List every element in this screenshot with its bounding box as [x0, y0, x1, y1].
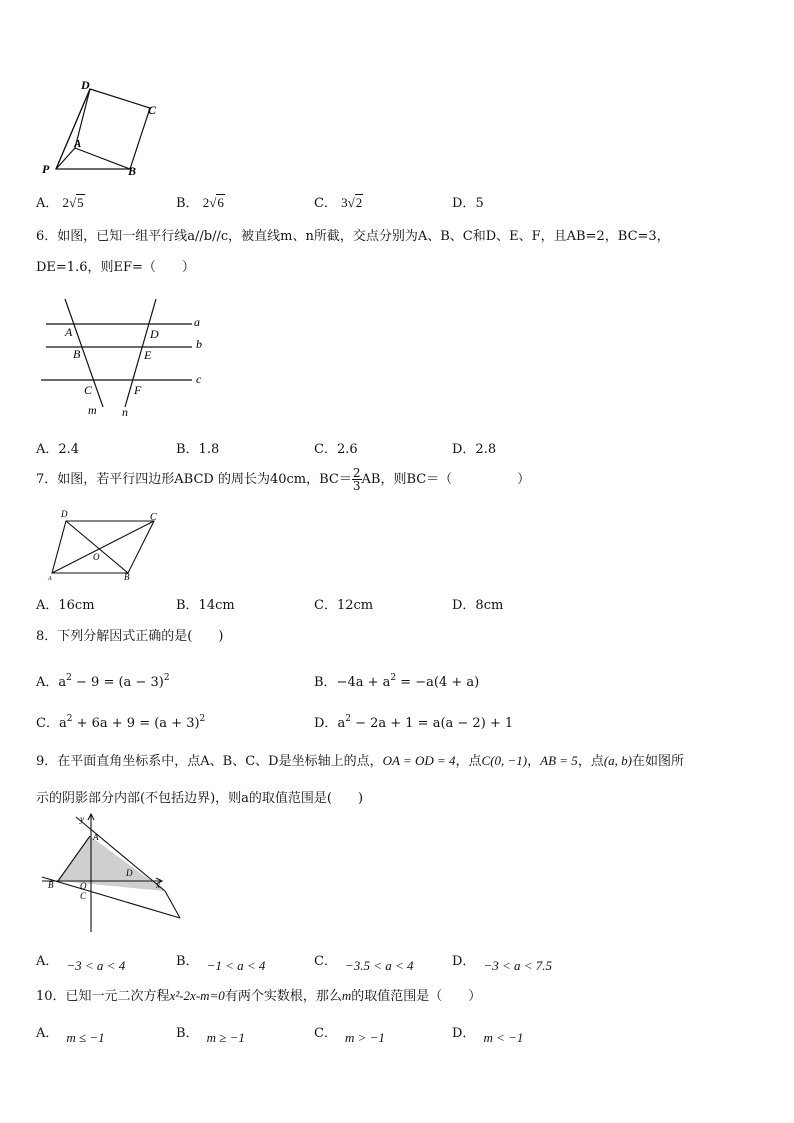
q7-option-c[interactable]: C．12cm — [314, 598, 374, 613]
q8-stem: 8．下列分解因式正确的是( ) — [36, 629, 224, 644]
q6-label-n: n — [122, 405, 128, 419]
q8-option-b[interactable] — [314, 671, 479, 690]
q9-stem-line2: 示的阴影部分内部(不包括边界)，则a的取值范围是( ) — [36, 791, 364, 806]
option-letter: B． — [314, 675, 337, 690]
q6-label-a-line: a — [194, 315, 200, 329]
q7-label-o: O — [93, 552, 100, 562]
option-radicand: 2 — [355, 195, 363, 210]
q5-option-b[interactable]: B． 2√6 — [176, 195, 224, 211]
q9-stem-line1 — [36, 753, 684, 770]
q10-option-a[interactable] — [36, 1022, 105, 1045]
option-letter: A． — [36, 675, 59, 690]
q7-option-b[interactable]: B．14cm — [176, 598, 235, 613]
option-letter: C． — [314, 1026, 337, 1041]
q8-option-d[interactable] — [314, 712, 513, 731]
q7-frac-den: 3 — [352, 479, 361, 493]
q6-option-d[interactable]: D．2.8 — [452, 442, 497, 457]
q9-figure — [36, 812, 186, 936]
option-letter: C． — [314, 954, 337, 969]
q9-math-ab: AB = 5 — [540, 753, 578, 768]
option-letter: C． — [36, 716, 59, 731]
option-expression: $-4a + a^2 = -a(4 + a)$ — [336, 673, 480, 690]
q6-figure — [36, 296, 226, 421]
q10-option-c[interactable] — [314, 1022, 385, 1045]
q9-math-point-c: C(0, −1) — [481, 753, 528, 768]
q7-fraction — [352, 467, 362, 492]
q6-label-a: A — [65, 325, 73, 339]
q9-text: ，点 — [455, 754, 482, 769]
q9-label-o: O — [80, 881, 87, 891]
q7-label-c: C — [150, 512, 157, 523]
q5-label-p: P — [42, 162, 50, 176]
q7-label-b: B — [124, 572, 130, 582]
q5-option-c[interactable]: C． 3√2 — [314, 195, 363, 211]
option-letter: B． — [176, 1026, 199, 1041]
option-expression: m ≥ −1 — [206, 1030, 245, 1045]
q7-option-d[interactable]: D．8cm — [452, 598, 504, 613]
option-radicand: 5 — [77, 195, 84, 210]
option-letter: D． — [452, 196, 476, 211]
q6-stem-line2: DE=1.6，则EF=（ ） — [36, 260, 195, 275]
q10-text: 的取值范围是（ ） — [351, 989, 482, 1004]
option-expression: −3 < a < 7.5 — [483, 958, 553, 973]
q7-stem-suffix: AB，则BC＝（ ） — [361, 472, 531, 487]
option-letter: D． — [452, 954, 476, 969]
q5-label-a: A — [74, 138, 82, 150]
q9-label-a: A — [93, 832, 99, 842]
q6-label-b: B — [73, 347, 81, 361]
q6-label-e: E — [144, 348, 152, 362]
q6-stem-line1: 6．如图，已知一组平行线a//b//c，被直线m、n所截，交点分别为A、B、C和D、E、F，且AB=2，BC=3， — [36, 229, 670, 244]
option-letter: B． — [176, 954, 199, 969]
q5-option-a[interactable]: A． 2√5 — [36, 195, 84, 211]
q9-text: 在如图所 — [632, 754, 685, 769]
q7-figure — [44, 506, 174, 582]
option-letter: A． — [36, 1026, 59, 1041]
q9-label-b: B — [48, 880, 54, 890]
q7-label-d: D — [61, 509, 68, 519]
q6-label-c: C — [84, 383, 93, 397]
option-expression: $a^2 + 6a + 9 = (a + 3)^2$ — [58, 714, 206, 731]
option-expression: −3.5 < a < 4 — [344, 958, 414, 973]
option-letter: D． — [452, 1026, 476, 1041]
option-expression: −1 < a < 4 — [206, 958, 266, 973]
option-expression: $a^2 - 9 = (a - 3)^2$ — [58, 673, 170, 690]
option-value: 5 — [475, 196, 484, 211]
option-letter: C． — [314, 196, 337, 211]
q10-text: 10．已知一元二次方程 — [36, 989, 170, 1004]
q9-math-oa-od: OA = OD = 4 — [382, 753, 456, 768]
q5-option-d[interactable] — [452, 192, 484, 211]
q9-option-a[interactable] — [36, 950, 126, 973]
option-radicand: 6 — [217, 195, 224, 210]
q9-option-c[interactable] — [314, 950, 414, 973]
q9-text: ，点 — [577, 754, 604, 769]
option-coef: 2 — [202, 195, 210, 210]
q10-option-b[interactable] — [176, 1022, 245, 1045]
q9-label-c: C — [80, 891, 87, 901]
q6-label-d: D — [150, 327, 159, 341]
option-coef: 2 — [62, 195, 70, 210]
option-expression: m > −1 — [344, 1030, 385, 1045]
q9-text: ， — [527, 754, 541, 769]
option-letter: D． — [314, 716, 338, 731]
q10-text: 有两个实数根，那么 — [224, 989, 342, 1004]
q5-label-b: B — [128, 164, 137, 178]
q5-label-d: D — [81, 78, 90, 92]
q6-label-c-line: c — [196, 372, 202, 386]
q7-stem — [36, 466, 530, 494]
option-letter: A． — [36, 196, 59, 211]
option-expression: m ≤ −1 — [66, 1030, 105, 1045]
q7-stem-prefix: 7．如图，若平行四边形ABCD 的周长为40cm，BC＝ — [36, 472, 352, 487]
q6-label-b-line: b — [196, 337, 202, 351]
q7-label-a: A — [48, 576, 52, 582]
q6-label-f: F — [134, 383, 142, 397]
option-letter: A． — [36, 954, 59, 969]
q5-figure — [36, 74, 166, 184]
q9-label-y: y — [80, 814, 84, 824]
q9-option-d[interactable] — [452, 950, 553, 973]
q9-math-point-ab: (a, b) — [603, 753, 632, 768]
option-expression: $a^2 - 2a + 1 = a(a - 2) + 1$ — [337, 714, 514, 731]
option-expression: m < −1 — [483, 1030, 524, 1045]
q6-option-b[interactable]: B．1.8 — [176, 442, 220, 457]
q10-stem — [36, 988, 481, 1005]
q9-text: 9．在平面直角坐标系中，点A、B、C、D是坐标轴上的点， — [36, 754, 383, 769]
q9-label-x: x — [156, 880, 160, 890]
q6-option-a[interactable]: A．2.4 — [36, 442, 80, 457]
q7-option-a[interactable]: A．16cm — [36, 598, 95, 613]
q8-option-a[interactable] — [36, 671, 170, 690]
q8-option-c[interactable] — [36, 712, 205, 731]
option-expression: −3 < a < 4 — [66, 958, 126, 973]
q6-label-m: m — [88, 403, 97, 417]
option-letter: B． — [176, 196, 199, 211]
q9-option-b[interactable] — [176, 950, 266, 973]
q9-label-d: D — [126, 868, 133, 878]
q10-variable-m: m — [341, 988, 352, 1003]
q6-option-c[interactable]: C．2.6 — [314, 442, 358, 457]
option-coef: 3 — [341, 195, 348, 210]
q10-equation: x²-2x-m=0 — [169, 988, 225, 1003]
q10-option-d[interactable] — [452, 1022, 524, 1045]
q7-frac-num: 2 — [352, 466, 361, 480]
q5-label-c: C — [148, 103, 157, 117]
